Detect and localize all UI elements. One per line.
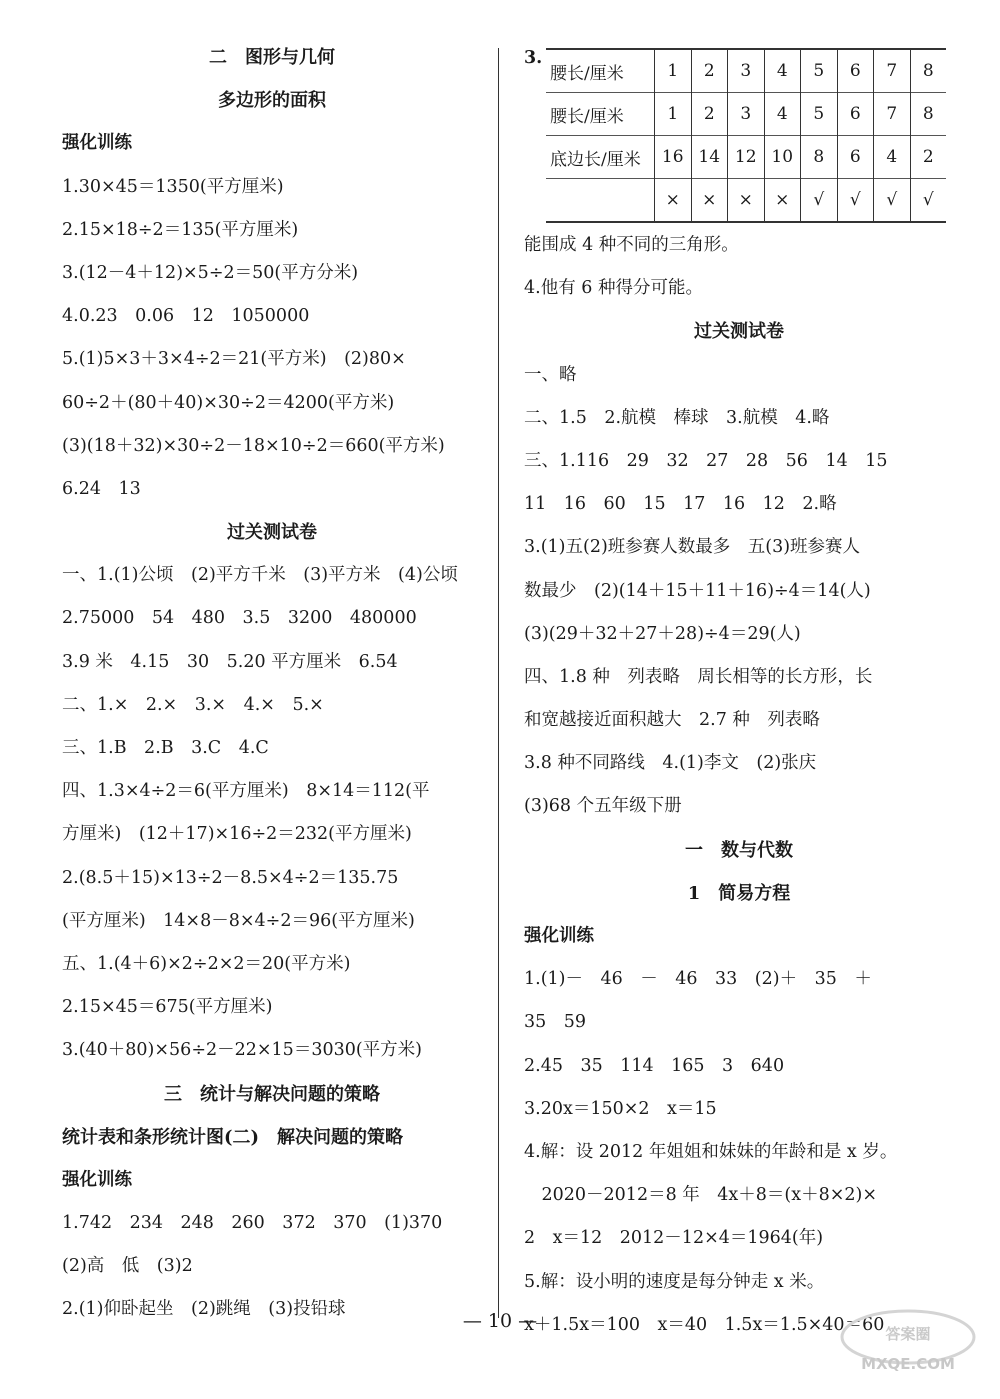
site-watermark (838, 1305, 978, 1375)
table-cell: √ (837, 179, 874, 223)
table-row (546, 49, 946, 93)
right-line: 过关测试卷 (694, 321, 784, 343)
table-cell: √ (874, 179, 911, 223)
table-cell: 8 (910, 49, 946, 93)
left-line: 2.(8.5＋15)×13÷2－8.5×4÷2＝135.75 (62, 867, 399, 888)
table-row (546, 179, 946, 223)
right-line: 三、1.116 29 32 27 28 56 14 15 (524, 450, 888, 471)
left-line: 统计表和条形统计图(二) 解决问题的策略 (62, 1126, 404, 1148)
right-line: x＋1.5x＝100 x＝40 1.5x＝1.5×40＝60 (524, 1314, 885, 1335)
right-line: 35 59 (524, 1012, 587, 1033)
left-column (62, 36, 482, 1332)
table-cell: 3 (728, 93, 765, 136)
left-line: 四、1.3×4÷2＝6(平方厘米) 8×14＝112(平 (62, 781, 430, 802)
right-line: 2020－2012＝8 年 4x＋8＝(x＋8×2)× (524, 1185, 878, 1206)
left-line: 强化训练 (62, 1169, 132, 1190)
right-line: 一、略 (524, 364, 577, 385)
side-length-table-block (524, 36, 954, 220)
left-line: 三 统计与解决问题的策略 (164, 1083, 380, 1105)
right-column (524, 36, 954, 1347)
table-row-header: 底边长/厘米 (546, 136, 655, 179)
right-line: 3.8 种不同路线 4.(1)李文 (2)张庆 (524, 753, 817, 774)
table-cell: √ (910, 179, 946, 223)
table-cell: 2 (691, 49, 728, 93)
left-line: 强化训练 (62, 133, 132, 154)
left-line: 多边形的面积 (218, 90, 326, 112)
right-line: 2 x＝12 2012－12×4＝1964(年) (524, 1228, 824, 1249)
left-line: 2.(1)仰卧起坐 (2)跳绳 (3)投铅球 (62, 1299, 346, 1320)
table-cell: 6 (837, 136, 874, 179)
table-row-header: 腰长/厘米 (546, 49, 655, 93)
right-line: 3.(1)五(2)班参赛人数最多 五(3)班参赛人 (524, 537, 861, 558)
table-row-header: 腰长/厘米 (546, 93, 655, 136)
table-cell: 14 (691, 136, 728, 179)
left-line: 1.742 234 248 260 372 370 (1)370 (62, 1213, 443, 1234)
right-line: (3)(29＋32＋27＋28)÷4＝29(人) (524, 623, 801, 644)
table-cell: 4 (764, 93, 801, 136)
table-cell: 12 (728, 136, 765, 179)
left-line: (平方厘米) 14×8－8×4÷2＝96(平方厘米) (62, 910, 415, 931)
left-line: 三、1.B 2.B 3.C 4.C (62, 738, 269, 758)
right-line: 二、1.5 2.航模 棒球 3.航模 4.略 (524, 407, 830, 428)
left-line: 2.15×45＝675(平方厘米) (62, 997, 273, 1018)
table-row-header (546, 179, 655, 223)
right-line: 11 16 60 15 17 16 12 2.略 (524, 494, 837, 515)
left-line: (3)(18＋32)×30÷2－18×10÷2＝660(平方米) (62, 435, 445, 456)
table-row (546, 93, 946, 136)
left-line: 过关测试卷 (227, 522, 317, 544)
right-line: 强化训练 (524, 926, 594, 946)
table-cell: 2 (691, 93, 728, 136)
left-line: 2.15×18÷2＝135(平方厘米) (62, 219, 299, 240)
table-cell: 3 (728, 49, 765, 93)
left-line: 6.24 13 (62, 478, 141, 499)
table-cell: 5 (801, 49, 838, 93)
table-cell: × (691, 179, 728, 223)
table-cell: × (764, 179, 801, 223)
right-line: (3)68 个五年级下册 (524, 796, 682, 817)
table-cell: 8 (910, 93, 946, 136)
table-cell: 7 (874, 93, 911, 136)
table-cell: 16 (655, 136, 692, 179)
table-row (546, 136, 946, 179)
table-cell: × (655, 179, 692, 223)
table-cell: 7 (874, 49, 911, 93)
left-line: 一、1.(1)公顷 (2)平方千米 (3)平方米 (4)公顷 (62, 565, 458, 586)
table-cell: 10 (764, 136, 801, 179)
table-cell: × (728, 179, 765, 223)
left-line: 1.30×45＝1350(平方厘米) (62, 176, 284, 197)
right-line: 四、1.8 种 列表略 周长相等的长方形，长 (524, 666, 873, 687)
right-line: 3.20x＝150×2 x＝15 (524, 1098, 717, 1119)
watermark-line2: MXQE.COM (861, 1355, 955, 1373)
table-cell: 4 (764, 49, 801, 93)
table-cell: √ (801, 179, 838, 223)
table-question-number: 3. (524, 48, 543, 68)
left-line: 60÷2＋(80＋40)×30÷2＝4200(平方米) (62, 392, 395, 413)
left-line: (2)高 低 (3)2 (62, 1256, 193, 1277)
right-line: 5.解：设小明的速度是每分钟走 x 米。 (524, 1271, 825, 1292)
watermark-line1: 答案圈 (885, 1325, 931, 1343)
table-cell: 4 (874, 136, 911, 179)
table-cell: 6 (837, 49, 874, 93)
right-line: 1.(1)－ 46 － 46 33 (2)＋ 35 ＋ (524, 969, 872, 990)
right-line: 2.45 35 114 165 3 640 (524, 1055, 785, 1076)
table-cell: 5 (801, 93, 838, 136)
left-line: 二 图形与几何 (209, 47, 335, 68)
right-line: 和宽越接近面积越大 2.7 种 列表略 (524, 710, 820, 731)
table-cell: 1 (655, 93, 692, 136)
left-line: 5.(1)5×3＋3×4÷2＝21(平方米) (2)80× (62, 349, 406, 370)
right-line: 能围成 4 种不同的三角形。 (524, 235, 739, 255)
table-cell: 2 (910, 136, 946, 179)
column-divider (498, 48, 499, 1318)
left-line: 4.0.23 0.06 12 1050000 (62, 306, 310, 327)
right-line: 数最少 (2)(14＋15＋11＋16)÷4＝14(人) (524, 580, 871, 601)
table-cell: 6 (837, 93, 874, 136)
table-cell: 8 (801, 136, 838, 179)
left-line: 二、1.× 2.× 3.× 4.× 5.× (62, 694, 324, 715)
table-cell: 1 (655, 49, 692, 93)
left-line: 2.75000 54 480 3.5 3200 480000 (62, 608, 417, 629)
page-number: — 10 — (462, 1310, 538, 1332)
left-line: 方厘米) (12＋17)×16÷2＝232(平方厘米) (62, 824, 412, 845)
left-line: 3.(40＋80)×56÷2－22×15＝3030(平方米) (62, 1040, 423, 1061)
right-line: 4.他有 6 种得分可能。 (524, 278, 703, 299)
left-line: 五、1.(4＋6)×2÷2×2＝20(平方米) (62, 953, 351, 974)
left-line: 3.(12－4＋12)×5÷2＝50(平方分米) (62, 262, 359, 283)
right-answer-lines (524, 224, 954, 1347)
side-length-table (546, 48, 946, 223)
left-line: 3.9 米 4.15 30 5.20 平方厘米 6.54 (62, 651, 398, 672)
right-line: 一 数与代数 (685, 839, 793, 861)
right-line: 4.解：设 2012 年姐姐和妹妹的年龄和是 x 岁。 (524, 1141, 898, 1162)
right-line: 1 简易方程 (687, 882, 791, 904)
